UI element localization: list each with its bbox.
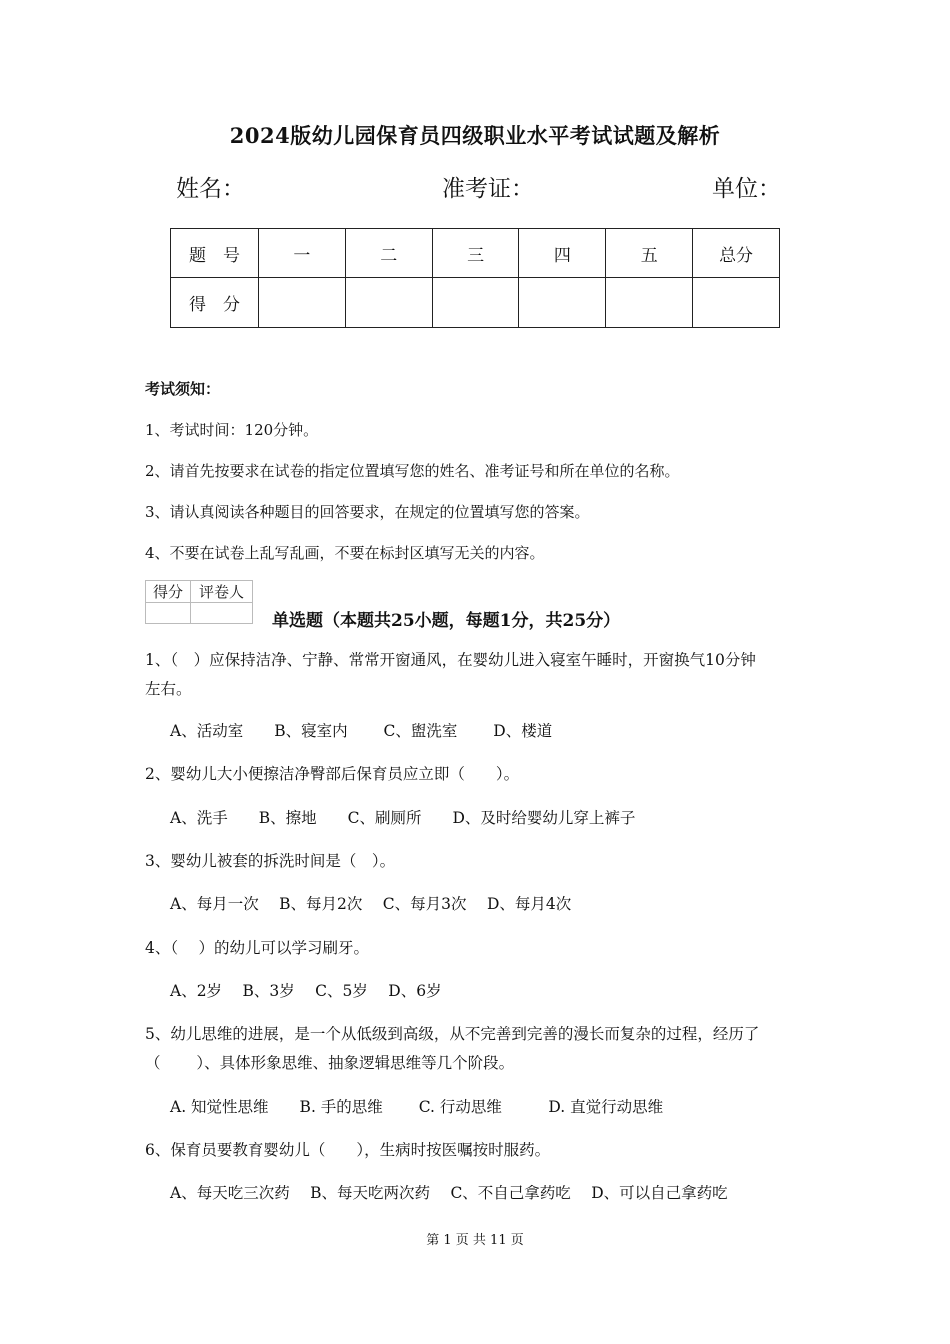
score-header-cell: 三 (432, 229, 519, 278)
unit-field-label: 单位： (712, 176, 781, 202)
question-stem-continued: 左右。 (145, 680, 192, 698)
score-table-score-row (171, 278, 780, 328)
score-cell (519, 278, 606, 328)
score-table (170, 228, 780, 328)
score-cell (693, 278, 780, 328)
notice-item: 2、请首先按要求在试卷的指定位置填写您的姓名、准考证号和所在单位的名称。 (145, 462, 680, 480)
score-row-label: 得 分 (171, 278, 259, 328)
score-header-cell: 五 (606, 229, 693, 278)
question-options: A、活动室 B、寝室内 C、盥洗室 D、楼道 (170, 722, 553, 740)
grader-box (145, 580, 253, 624)
score-cell (432, 278, 519, 328)
score-cell (259, 278, 346, 328)
exam-id-field-label: 准考证： (442, 176, 534, 202)
notice-item: 1、考试时间：120分钟。 (145, 421, 319, 439)
score-header-cell: 一 (259, 229, 346, 278)
question-stem: 6、保育员要教育婴幼儿（ ），生病时按医嘱按时服药。 (145, 1141, 551, 1159)
score-cell (606, 278, 693, 328)
page-footer: 第 1 页 共 11 页 (426, 1233, 524, 1248)
notice-heading: 考试须知： (145, 380, 221, 398)
name-field-label: 姓名： (176, 176, 245, 202)
grader-score-label: 得分 (146, 581, 191, 603)
notice-item: 3、请认真阅读各种题目的回答要求，在规定的位置填写您的答案。 (145, 503, 590, 521)
score-header-cell: 总分 (693, 229, 780, 278)
document-title: 2024版幼儿园保育员四级职业水平考试试题及解析 (229, 123, 721, 148)
question-options: A、2岁 B、3岁 C、5岁 D、6岁 (170, 982, 442, 1000)
question-stem-continued: （ ）、具体形象思维、抽象逻辑思维等几个阶段。 (145, 1054, 515, 1072)
question-stem: 4、（ ）的幼儿可以学习刷牙。 (145, 939, 370, 957)
question-options: A. 知觉性思维 B. 手的思维 C. 行动思维 D. 直觉行动思维 (170, 1098, 664, 1116)
score-cell (345, 278, 432, 328)
score-header-cell: 题 号 (171, 229, 259, 278)
question-options: A、洗手 B、擦地 C、刷厕所 D、及时给婴幼儿穿上裤子 (170, 809, 636, 827)
grader-reviewer-cell (191, 603, 253, 624)
notice-item: 4、不要在试卷上乱写乱画，不要在标封区填写无关的内容。 (145, 544, 545, 562)
question-stem: 2、婴幼儿大小便擦洁净臀部后保育员应立即（ ）。 (145, 765, 520, 783)
question-options: A、每月一次 B、每月2次 C、每月3次 D、每月4次 (170, 895, 572, 913)
score-table-header-row (171, 229, 780, 278)
section-heading: 单选题（本题共25小题，每题1分，共25分） (272, 611, 621, 631)
question-stem: 3、婴幼儿被套的拆洗时间是（ ）。 (145, 852, 396, 870)
question-stem: 5、幼儿思维的进展，是一个从低级到高级，从不完善到完善的漫长而复杂的过程，经历了 (145, 1025, 760, 1043)
score-header-cell: 二 (345, 229, 432, 278)
question-stem: 1、（ ）应保持洁净、宁静、常常开窗通风，在婴幼儿进入寝室午睡时，开窗换气10分钟 (145, 651, 756, 669)
question-options: A、每天吃三次药 B、每天吃两次药 C、不自己拿药吃 D、可以自己拿药吃 (170, 1184, 728, 1202)
grader-score-cell (146, 603, 191, 624)
grader-reviewer-label: 评卷人 (191, 581, 253, 603)
score-header-cell: 四 (519, 229, 606, 278)
